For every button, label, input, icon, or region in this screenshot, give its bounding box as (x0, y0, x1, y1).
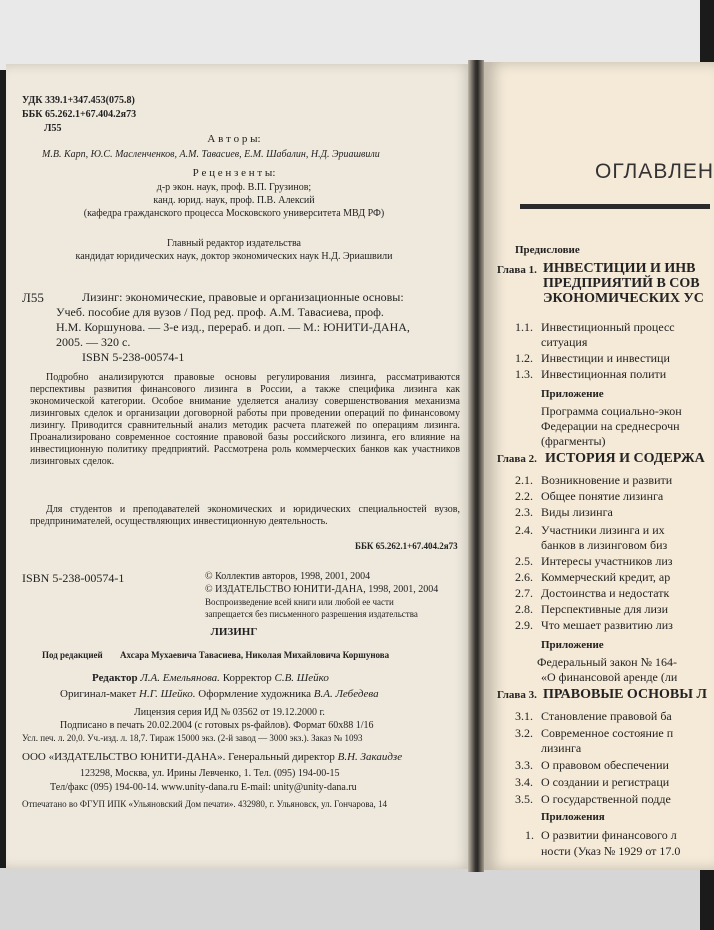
toc-3-4-text: О создании и регистраци (541, 775, 670, 789)
toc-2-4-text-2: банков в лизинговом биз (541, 538, 668, 552)
toc-2-4-text: Участники лизинга и их (541, 523, 665, 537)
isbn-bottom: ISBN 5-238-00574-1 (22, 571, 125, 585)
chief-editor-label: Главный редактор издательства (167, 238, 301, 249)
license-line: Лицензия серия ИД № 03562 от 19.12.2000 г. (134, 707, 325, 718)
toc-appendix-1-line-2: Федерации на среднесрочн (541, 419, 680, 433)
catalog-entry-isbn: ISBN 5-238-00574-1 (82, 350, 185, 364)
toc-appendix-3-1-line-1: О развитии финансового л (541, 828, 677, 842)
toc-2-6-text: Коммерческий кредит, ар (541, 570, 671, 584)
layout-name: Н.Г. Шейко. (139, 688, 196, 700)
toc-title-rule (520, 204, 710, 209)
toc-2-5-num: 2.5. (515, 554, 533, 568)
publisher-director: В.Н. Закаидзе (337, 751, 403, 763)
toc-2-5-text: Интересы участников лиз (541, 554, 673, 568)
background-surface (0, 0, 700, 70)
editor-name: Л.А. Емельянова. (140, 672, 220, 684)
editor-label: Редактор (92, 672, 138, 684)
publisher-name: ООО «ИЗДАТЕЛЬСТВО ЮНИТИ-ДАНА». Генеральный директор (22, 751, 335, 763)
toc-preface: Предисловие (515, 244, 580, 256)
abstract-paragraph-1: Подробно анализируются правовые основы регулирования лизинга, рассматриваются перспективы развития финансового лизинга в России, а также специфика лизинга как экономической категории. Особое внимание уделяется анализу совершенствования механизма лизинговых сделок и организации договорной работы при проведении операций по финансовому лизингу. Приводится сравнительный анализ методик расчета платежей по операциям лизинга. Проанализировано современное состояние правовой базы российского лизинга, его влияние на инвестиционную политику предприятий. Рассмотрена роль коммерческих банков как участников лизинговых сделок. (30, 372, 460, 467)
toc-ch2-text: ИСТОРИЯ И СОДЕРЖА (545, 451, 705, 466)
toc-2-6-num: 2.6. (515, 570, 533, 584)
book-title: ЛИЗИНГ (210, 626, 258, 638)
artist-name: В.А. Лебедева (313, 688, 379, 700)
copyright-publisher: © ИЗДАТЕЛЬСТВО ЮНИТИ-ДАНА, 1998, 2001, 2004 (205, 584, 439, 595)
reviewer-2-note: (кафедра гражданского процесса Московского университета МВД РФ) (83, 208, 385, 219)
copyright-notice-1: Воспроизведение всей книги или любой ее части (205, 597, 394, 607)
toc-appendix-1-label: Приложение (541, 388, 604, 400)
book-gutter (468, 60, 484, 872)
copyright-authors: © Коллектив авторов, 1998, 2001, 2004 (205, 571, 371, 582)
toc-2-1-num: 2.1. (515, 473, 533, 487)
toc-2-8-text: Перспективные для лизи (541, 602, 669, 616)
bbk-code: ББК 65.262.1+67.404.2я73 (22, 109, 137, 120)
toc-1-1-text: Инвестиционный процесс (541, 320, 675, 334)
toc-3-5-num: 3.5. (515, 792, 533, 806)
toc-ch3-text: ПРАВОВЫЕ ОСНОВЫ Л (543, 687, 707, 702)
toc-appendix-1-line-1: Программа социально-экон (541, 404, 682, 418)
toc-ch1-line-3: ЭКОНОМИЧЕСКИХ УС (543, 291, 704, 306)
artist-label: Оформление художника (198, 688, 312, 700)
toc-1-2-text: Инвестиции и инвестици (541, 351, 670, 365)
toc-1-2-num: 1.2. (515, 351, 533, 365)
printed-at-line: Отпечатано во ФГУП ИПК «Ульяновский Дом печати». 432980, г. Ульяновск, ул. Гончарова, 14 (22, 799, 388, 809)
toc-ch1-line-2: ПРЕДПРИЯТИЙ В СОВ (543, 276, 700, 291)
toc-3-5-text: О государственной подде (541, 792, 671, 806)
toc-2-7-text: Достоинства и недостатк (541, 586, 670, 600)
toc-1-3-text: Инвестиционная полити (541, 367, 667, 381)
toc-2-7-num: 2.7. (515, 586, 533, 600)
corrector-label: Корректор (222, 672, 272, 684)
toc-ch3-label: Глава 3. (497, 689, 537, 701)
catalog-entry-line-1: Лизинг: экономические, правовые и организационные основы: (82, 290, 404, 304)
toc-2-4-num: 2.4. (515, 523, 533, 537)
bbk-bottom: ББК 65.262.1+67.404.2я73 (355, 541, 458, 551)
toc-2-2-num: 2.2. (515, 489, 533, 503)
authors-heading: А в т о р ы: (207, 133, 261, 145)
authors-list: М.В. Карп, Ю.С. Масленченков, А.М. Тавасиев, Е.М. Шабалин, Н.Д. Эриашвили (42, 149, 380, 160)
toc-ch2-label: Глава 2. (497, 453, 537, 465)
toc-appendix-3-1-num: 1. (525, 828, 534, 842)
toc-3-3-text: О правовом обеспечении (541, 758, 669, 772)
catalog-entry-code: Л55 (22, 290, 44, 305)
toc-title: ОГЛАВЛЕН (595, 160, 714, 183)
chief-editor-line: кандидат юридических наук, доктор экономических наук Н.Д. Эриашвили (75, 251, 393, 262)
toc-appendix-1-line-3: (фрагменты) (541, 434, 606, 448)
corrector-name: С.В. Шейко (274, 672, 329, 684)
toc-appendix-3-label: Приложения (541, 811, 605, 823)
contacts-line: Тел/факс (095) 194-00-14. www.unity-dana.ru E-mail: unity@unity-dana.ru (50, 782, 357, 793)
reviewers-heading: Р е ц е н з е н т ы: (192, 167, 276, 179)
catalog-entry-line-3: Н.М. Коршунова. — 3-е изд., перераб. и доп. — М.: ЮНИТИ-ДАНА, (56, 320, 410, 334)
abstract-paragraph-2: Для студентов и преподавателей экономических и юридических специальностей вузов, предпринимателей, осуществляющих инвестиционную деятельность. (30, 504, 460, 527)
toc-2-1-text: Возникновение и развити (541, 473, 673, 487)
publisher-line (22, 752, 402, 763)
toc-2-3-num: 2.3. (515, 505, 533, 519)
author-sign-code: Л55 (44, 123, 62, 134)
toc-ch1-line-1: ИНВЕСТИЦИИ И ИНВ (543, 261, 696, 276)
print-signed-line: Подписано в печать 20.02.2004 (с готовых ps-файлов). Формат 60х88 1/16 (60, 720, 374, 731)
imprint-layout-row (60, 689, 379, 700)
toc-appendix-2-line-2: «О финансовой аренде (ли (541, 670, 678, 684)
toc-ch1-label: Глава 1. (497, 264, 537, 276)
toc-3-2-text: Современное состояние п (541, 726, 674, 740)
background-surface-bottom (0, 868, 700, 930)
edited-by-names: Ахсара Мухаевича Тавасиева, Николая Михайловича Коршунова (120, 650, 390, 660)
reviewer-2: канд. юрид. наук, проф. П.В. Алексий (153, 195, 315, 206)
address-line: 123298, Москва, ул. Ирины Левченко, 1. Тел. (095) 194-00-15 (80, 768, 340, 779)
toc-3-4-num: 3.4. (515, 775, 533, 789)
toc-3-2-text-2: лизинга (541, 741, 582, 755)
toc-3-2-num: 3.2. (515, 726, 533, 740)
toc-1-1-num: 1.1. (515, 320, 533, 334)
layout-label: Оригинал-макет (60, 688, 137, 700)
imprint-editor-row (92, 673, 329, 684)
toc-2-2-text: Общее понятие лизинга (541, 489, 664, 503)
catalog-entry-line-4: 2005. — 320 с. (56, 335, 131, 349)
toc-1-1-text-2: ситуация (541, 335, 588, 349)
toc-2-9-text: Что мешает развитию лиз (541, 618, 673, 632)
copyright-notice-2: запрещается без письменного разрешения издательства (205, 609, 418, 619)
udk-code: УДК 339.1+347.453(075.8) (22, 95, 135, 106)
toc-appendix-3-1-line-2: ности (Указ № 1929 от 17.0 (541, 844, 681, 858)
toc-3-3-num: 3.3. (515, 758, 533, 772)
edited-by-label: Под редакцией (42, 650, 103, 660)
reviewer-1: д-р экон. наук, проф. В.П. Грузинов; (156, 182, 312, 193)
toc-appendix-2-label: Приложение (541, 639, 604, 651)
toc-appendix-2-line-1: Федеральный закон № 164- (537, 655, 678, 669)
toc-3-1-num: 3.1. (515, 709, 533, 723)
toc-1-3-num: 1.3. (515, 367, 533, 381)
toc-2-3-text: Виды лизинга (541, 505, 613, 519)
toc-2-8-num: 2.8. (515, 602, 533, 616)
catalog-entry-line-2: Учеб. пособие для вузов / Под ред. проф. А.М. Тавасиева, проф. (56, 305, 384, 319)
toc-3-1-text: Становление правовой ба (541, 709, 672, 723)
print-details-line: Усл. печ. л. 20,0. Уч.-изд. л. 18,7. Тираж 15000 экз. (2-й завод — 3000 экз.). Заказ № 1093 (22, 733, 363, 743)
toc-2-9-num: 2.9. (515, 618, 533, 632)
